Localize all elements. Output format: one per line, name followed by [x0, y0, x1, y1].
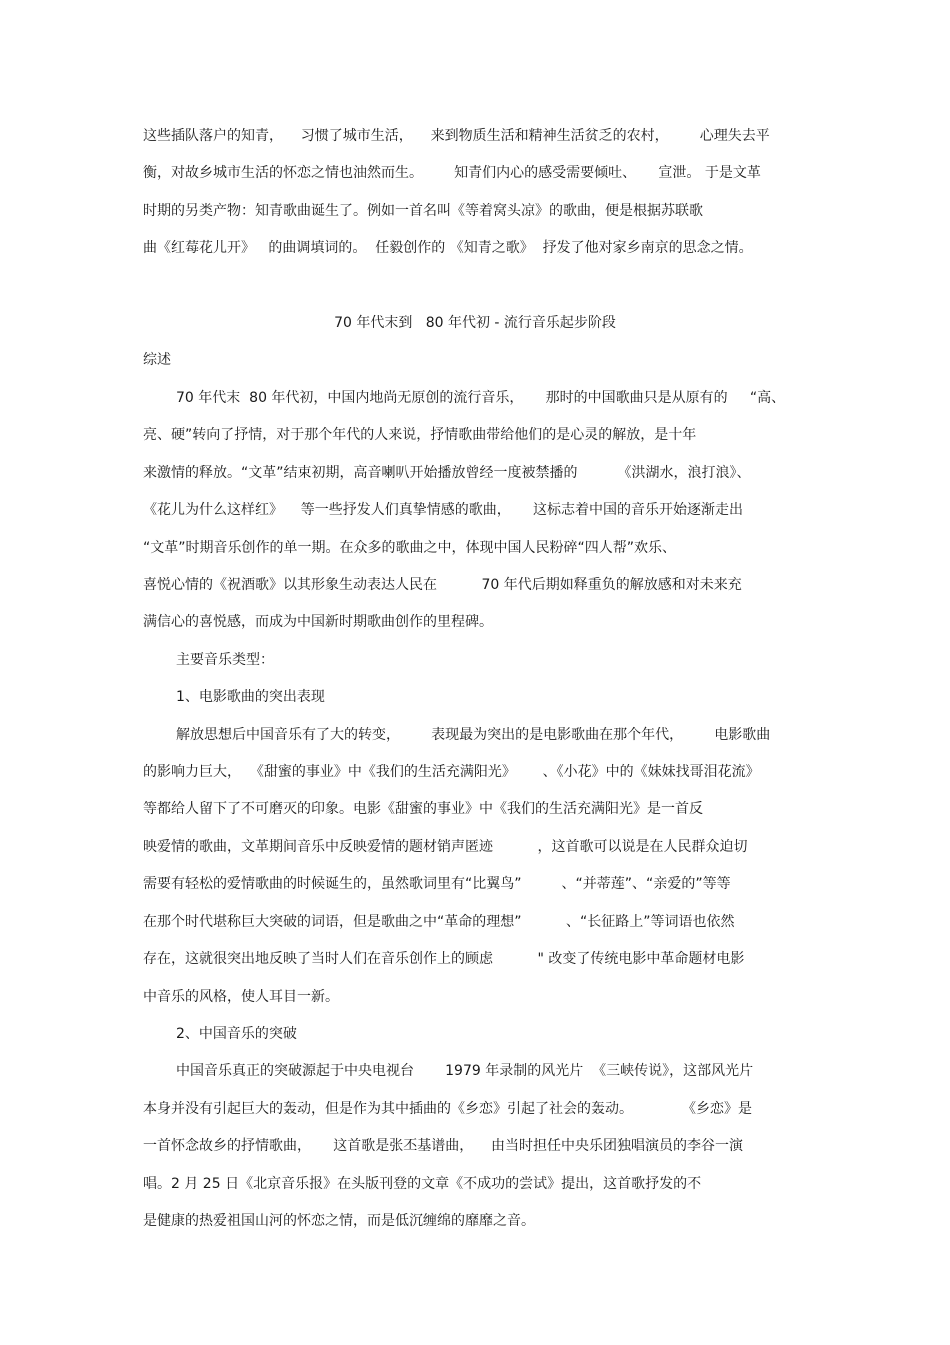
- text-line: 的影响力巨大， 《甜蜜的事业》中《我们的生活充满阳光》 、《小花》中的《妹妹找哥泪花流》: [143, 764, 760, 780]
- text-line: 需要有轻松的爱情歌曲的时候诞生的，虽然歌词里有“比翼鸟” 、“并蒂莲”、“亲爱的”等等: [143, 876, 731, 892]
- overview-label: 综述: [143, 352, 171, 368]
- text-line: 衡，对故乡城市生活的怀恋之情也油然而生。 知青们内心的感受需要倾吐、 宣泄。 于是文革: [143, 165, 761, 181]
- text-line: 亮、硬”转向了抒情，对于那个年代的人来说，抒情歌曲带给他们的是心灵的解放，是十年: [143, 427, 697, 443]
- main-types-label: 主要音乐类型：: [176, 652, 274, 668]
- item-heading-2: 2、中国音乐的突破: [176, 1026, 297, 1042]
- text-line: 《花儿为什么这样红》 等一些抒发人们真挚情感的歌曲， 这标志着中国的音乐开始逐渐走出: [143, 502, 744, 518]
- text-line: 唱。2 月 25 日《北京音乐报》在头版刊登的文章《不成功的尝试》提出，这首歌抒发的不: [143, 1176, 702, 1192]
- text-line: 存在，这就很突出地反映了当时人们在音乐创作上的顾虑 " 改变了传统电影中革命题材电影: [143, 951, 745, 967]
- section-title: 70 年代末到 80 年代初 - 流行音乐起步阶段: [334, 315, 616, 331]
- text-line: 70 年代末 80 年代初，中国内地尚无原创的流行音乐， 那时的中国歌曲只是从原有的 “高、: [176, 390, 786, 406]
- text-line: 本身并没有引起巨大的轰动，但是作为其中插曲的《乡恋》引起了社会的轰动。 《乡恋》是: [143, 1101, 752, 1117]
- text-line: 中音乐的风格，使人耳目一新。: [143, 989, 339, 1005]
- text-line: 在那个时代堪称巨大突破的词语，但是歌曲之中“革命的理想” 、“长征路上”等词语也依然: [143, 914, 735, 930]
- text-line: 一首怀念故乡的抒情歌曲， 这首歌是张丕基谱曲， 由当时担任中央乐团独唱演员的李谷一演: [143, 1138, 744, 1154]
- text-line: 喜悦心情的《祝酒歌》以其形象生动表达人民在 70 年代后期如释重负的解放感和对未来充: [143, 577, 742, 593]
- text-line: 来激情的释放。“文革”结束初期，高音喇叭开始播放曾经一度被禁播的 《洪湖水，浪打浪》、: [143, 465, 751, 481]
- item-heading-1: 1、电影歌曲的突出表现: [176, 689, 325, 705]
- text-line: 满信心的喜悦感，而成为中国新时期歌曲创作的里程碑。: [143, 614, 493, 630]
- text-line: 曲《红莓花儿开》 的曲调填词的。 任毅创作的 《知青之歌》 抒发了他对家乡南京的思念之情。: [143, 240, 753, 256]
- text-line: 时期的另类产物：知青歌曲诞生了。例如一首名叫《等着窝头凉》的歌曲，便是根据苏联歌: [143, 203, 703, 219]
- text-line: 是健康的热爱祖国山河的怀恋之情，而是低沉缠绵的靡靡之音。: [143, 1213, 535, 1229]
- text-line: 映爱情的歌曲，文革期间音乐中反映爱情的题材销声匿迹 ，这首歌可以说是在人民群众迫切: [143, 839, 748, 855]
- text-line: 等都给人留下了不可磨灭的印象。电影《甜蜜的事业》中《我们的生活充满阳光》是一首反: [143, 801, 703, 817]
- text-line: “文革”时期音乐创作的单一期。在众多的歌曲之中，体现中国人民粉碎“四人帮”欢乐、: [143, 540, 677, 556]
- text-line: 这些插队落户的知青， 习惯了城市生活， 来到物质生活和精神生活贫乏的农村， 心理失去平: [143, 128, 770, 144]
- text-line: 中国音乐真正的突破源起于中央电视台 1979 年录制的风光片 《三峡传说》，这部风光片: [176, 1063, 754, 1079]
- text-line: 解放思想后中国音乐有了大的转变， 表现最为突出的是电影歌曲在那个年代， 电影歌曲: [176, 727, 771, 743]
